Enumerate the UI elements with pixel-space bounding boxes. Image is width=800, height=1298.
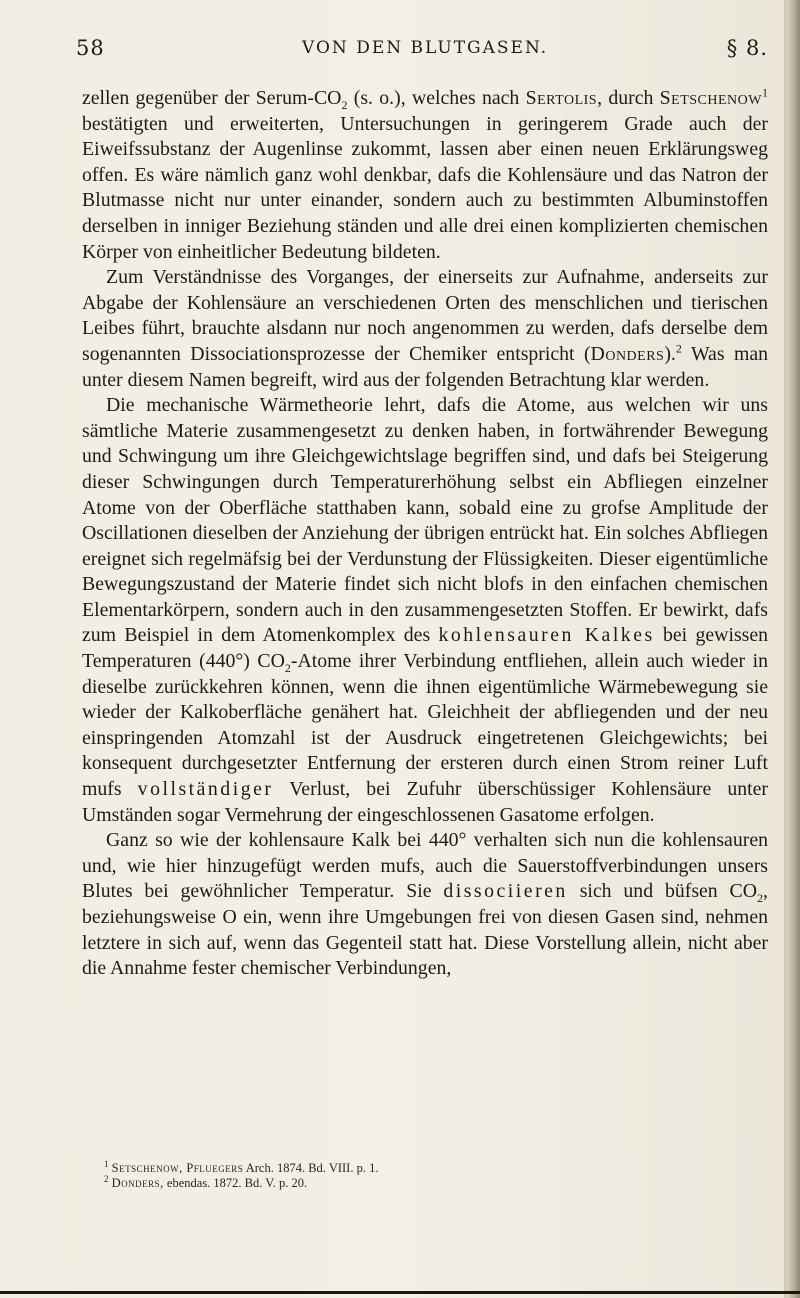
text-run: Was man unter diesem Namen begreift, wird aus der folgenden Betrachtung klar werden. bbox=[82, 342, 768, 391]
author-name: Donders bbox=[590, 342, 665, 365]
bottom-border bbox=[0, 1291, 800, 1294]
footnote-mark: 2 bbox=[104, 1173, 109, 1184]
emphasis: dissociieren bbox=[443, 880, 568, 903]
paragraph-2 bbox=[82, 265, 768, 393]
subscript: 2 bbox=[341, 97, 348, 112]
text-run: bestätigten und erweiterten, Untersuchungen in geringerem Grade auch der Eiweifssubstanz der Augenlinse zukommt, lassen aber einen neuen Erklärungsweg offen. Es wäre nämlich ganz wohl denkbar, dafs die Kohlensäure und das Natron der Blutmasse nicht nur unter einander, sondern auch zu bestimmten Albuminstoffen derselben in inniger Beziehung ständen und alle drei einen komplizierten chemischen Körper von einheitlicher Bedeutung bildeten. bbox=[82, 112, 768, 263]
page-number: 58 bbox=[76, 36, 105, 60]
footnote-ref: 1 bbox=[761, 85, 768, 100]
text-run: (s. o.), welches nach bbox=[347, 87, 526, 109]
footnotes bbox=[104, 1158, 764, 1191]
paragraph-4 bbox=[82, 828, 768, 982]
text-run: sich und büfsen CO bbox=[567, 880, 758, 903]
subscript: 2 bbox=[284, 661, 291, 676]
paragraph-1 bbox=[82, 86, 768, 265]
footnote bbox=[104, 1173, 764, 1191]
running-header bbox=[76, 36, 768, 68]
text-run: ). bbox=[664, 342, 676, 365]
text-run: -Atome ihrer Verbindung entfliehen, allein auch wieder in dieselbe zurückkehren können, wenn die ihnen eigentümliche Wärmebewegung sie wieder der Kalkoberfläche genähert hat. Gleichheit der abfliegenden und der neu einspringenden Atomzahl ist der Ausdruck eingetretenen Gleichgewichts; bei konsequent durchgesetzter Entfernung der ersteren durch einen Strom reiner Luft mufs bbox=[82, 650, 769, 801]
footnote-author: Donders, bbox=[111, 1176, 164, 1190]
text-run: Ganz so wie der kohlensaure Kalk bei 440° verhalten sich nun die kohlensauren und, wie hier hinzugefügt werden mufs, auch die Sauerstoffverbindungen unsers Blutes bei gewöhnlicher Temperatur. Sie bbox=[82, 829, 768, 903]
running-title: VON DEN BLUTGASEN. bbox=[302, 38, 549, 58]
footnote-ref: 2 bbox=[675, 341, 682, 356]
text-run: zellen gegenüber der Serum-CO bbox=[82, 87, 342, 109]
emphasis: vollständiger bbox=[137, 778, 274, 801]
page-fore-edge bbox=[786, 0, 800, 1298]
paragraph-3 bbox=[82, 393, 768, 828]
text-run: , durch bbox=[597, 87, 660, 109]
subscript: 2 bbox=[757, 891, 764, 906]
footnote-text: Arch. 1874. Bd. VIII. p. 1. bbox=[243, 1161, 379, 1175]
section-mark: § 8. bbox=[726, 36, 768, 60]
author-name: Sertolis bbox=[525, 87, 598, 109]
body-text bbox=[82, 86, 768, 982]
text-run: bei gewissen Temperaturen (440°) CO bbox=[82, 624, 769, 673]
emphasis: kohlensauren Kalkes bbox=[438, 624, 655, 647]
text-run: , beziehungsweise O ein, wenn ihre Umgebungen frei von diesen Gasen sind, nehmen letztere in sich auf, wenn das Gegenteil statt hat. Diese Vorstellung allein, nicht aber die Annahme fester chemischer Verbindungen, bbox=[82, 880, 768, 980]
text-run: Zum Verständnisse des Vorganges, der einerseits zur Aufnahme, anderseits zur Abgabe der Kohlensäure an verschiedenen Orten des menschlichen und tierischen Leibes führt, brauchte alsdann nur noch angenommen zu werden, dafs derselbe dem sogenannten Dissociationsprozesse der Chemiker entspricht ( bbox=[82, 266, 768, 365]
footnote bbox=[104, 1158, 764, 1176]
text-run: Verlust, bei Zufuhr überschüssiger Kohlensäure unter Umständen sogar Vermehrung der eingeschlossenen Gasatome erfolgen. bbox=[82, 778, 768, 826]
text-run: Die mechanische Wärmetheorie lehrt, dafs die Atome, aus welchen wir uns sämtliche Materie zusammengesetzt zu denken haben, in fortwährender Bewegung und Schwingung um ihre Gleichgewichtslage begriffen sind, und dafs bei Steigerung dieser Schwingungen durch Temperaturerhöhung selbst ein Abfliegen einzelner Atome von der Oberfläche statthaben kann, sobald eine zu grofse Amplitude der Oscillationen dieselben der Anziehung der übrigen entrückt hat. Ein solches Abfliegen ereignet sich regelmäfsig bei der Verdunstung der Flüssigkeiten. Dieser eigentümliche Bewegungszustand der Materie findet sich nicht blofs in den einfachen chemischen Elementarkörpern, sondern auch in den zusammengesetzten Stoffen. Er bewirkt, dafs zum Beispiel in dem Atomenkomplex des bbox=[82, 394, 768, 647]
footnote-text: ebendas. 1872. Bd. V. p. 20. bbox=[163, 1176, 308, 1190]
footnote-author: Setschenow, Pfluegers bbox=[111, 1161, 244, 1175]
footnote-mark: 1 bbox=[104, 1158, 109, 1169]
author-name: Setschenow bbox=[659, 87, 762, 109]
